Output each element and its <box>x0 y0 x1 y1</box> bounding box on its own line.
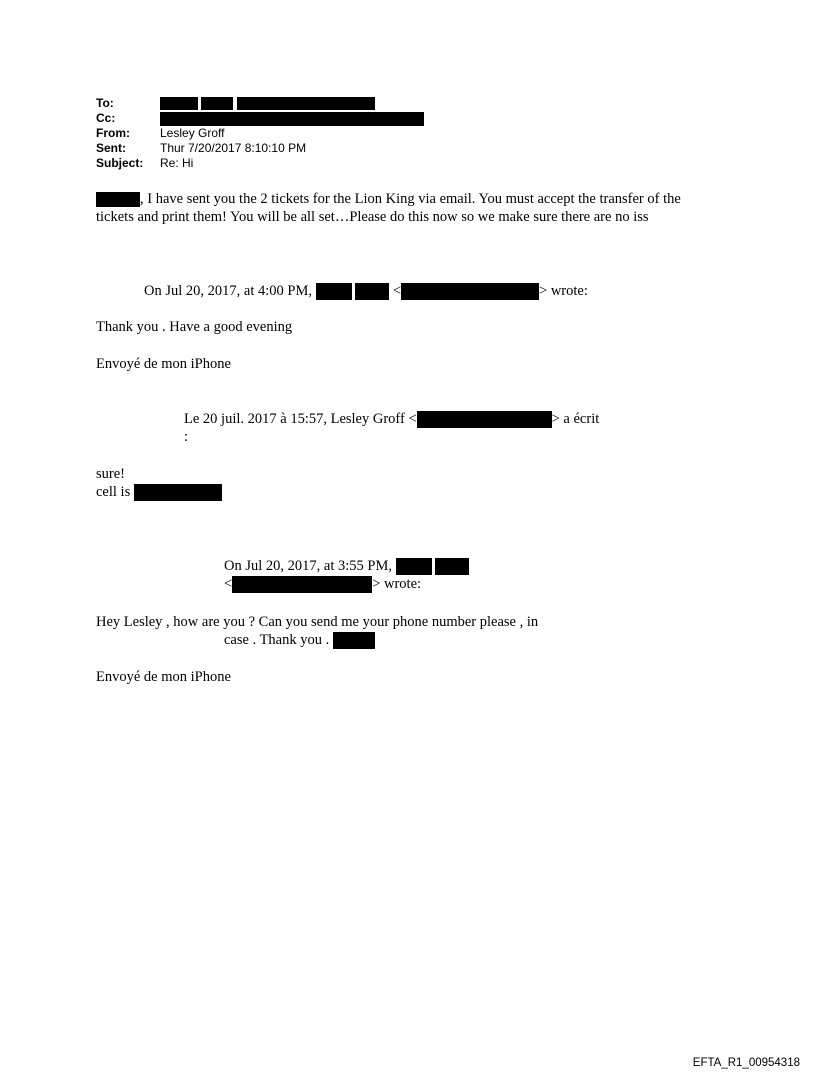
reply-text: , I have sent you the 2 tickets for the Lion King via email. You must accept the transfer of the tickets and print them! You will be all set…Please do this now so we make sure there are no iss <box>96 191 681 225</box>
sent-value: Thur 7/20/2017 8:10:10 PM <box>160 141 307 155</box>
redaction-box <box>435 558 469 575</box>
quote3-line2-row <box>224 631 375 649</box>
quote1-suffix: > wrote: <box>539 283 588 299</box>
redaction-box <box>201 97 233 110</box>
redaction-box <box>160 97 198 110</box>
redaction-box <box>396 558 432 575</box>
to-value-redacted <box>160 96 375 111</box>
quote3-line3: Envoyé de mon iPhone <box>96 669 231 685</box>
subject-value: Re: Hi <box>160 156 194 170</box>
quote3-line2: case . Thank you . <box>224 632 330 648</box>
quote1-header <box>144 282 588 300</box>
redaction-box <box>355 283 389 300</box>
redaction-box <box>417 411 552 428</box>
quote2-line2: cell is <box>96 484 131 500</box>
from-label: From: <box>96 126 130 140</box>
quote1-line2: Envoyé de mon iPhone <box>96 356 231 372</box>
quote2-suffix: > a écrit <box>551 411 600 427</box>
sent-label: Sent: <box>96 141 126 155</box>
redaction-box <box>401 283 539 300</box>
quote2-header <box>184 410 599 428</box>
quote3-line1: Hey Lesley , how are you ? Can you send me your phone number please , in <box>96 614 539 630</box>
redaction-box <box>237 97 375 110</box>
cc-label: Cc: <box>96 111 116 125</box>
redaction-box <box>160 112 424 126</box>
subject-label: Subject: <box>96 156 144 170</box>
quote1-lt: < <box>392 283 402 299</box>
quote3-suffix: > wrote: <box>372 576 422 592</box>
quote2-line1: sure! <box>96 466 125 482</box>
cc-value-redacted <box>160 111 424 126</box>
document-id: EFTA_R1_00954318 <box>692 1057 800 1069</box>
redaction-box <box>333 632 375 649</box>
quote3-header-row <box>224 557 469 575</box>
quote1-line1: Thank you . Have a good evening <box>96 319 293 335</box>
redaction-box <box>96 192 140 207</box>
to-label: To: <box>96 96 114 110</box>
quote2-prefix: Le 20 juil. 2017 à 15:57, Lesley Groff < <box>184 411 417 427</box>
redaction-box <box>316 283 352 300</box>
redaction-box <box>232 576 372 593</box>
reply-paragraph <box>96 190 721 226</box>
quote3-lt: < <box>224 576 233 592</box>
quote2-line2-row <box>96 483 222 501</box>
redaction-box <box>134 484 222 501</box>
from-value: Lesley Groff <box>160 126 225 140</box>
quote1-prefix: On Jul 20, 2017, at 4:00 PM, <box>144 283 312 299</box>
quote3-prefix: On Jul 20, 2017, at 3:55 PM, <box>224 558 392 574</box>
quote3-email-row <box>224 575 421 593</box>
quote2-colon: : <box>184 429 189 445</box>
